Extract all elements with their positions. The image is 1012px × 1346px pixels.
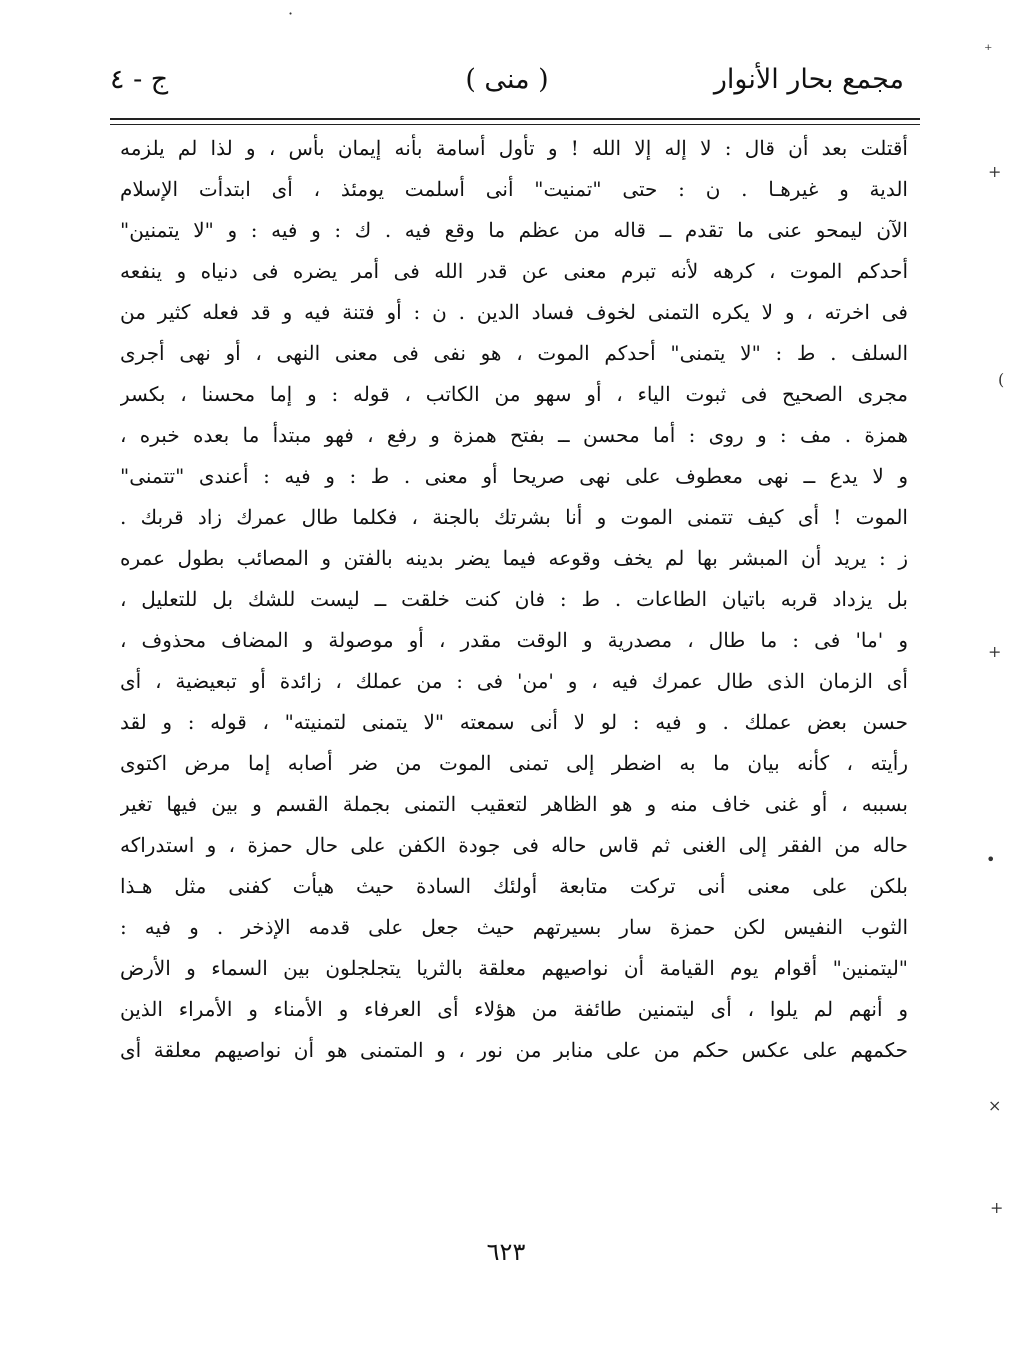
text-line: و 'ما' فى : ما طال ، مصدرية و الوقت مقدر ، أو موصولة و المضاف محذوف ، [120, 628, 908, 652]
header-rule-thick [110, 118, 920, 120]
margin-mark: • [986, 850, 996, 869]
text-line: أقتلت بعد أن قال : لا إله إلا الله ! و تأول أسامة بأنه إيمان بأس ، و لذا لم يلزمه [120, 136, 908, 160]
margin-mark: ⁺ [984, 40, 993, 59]
margin-mark: + [988, 642, 1002, 661]
text-line: "ليتمنين" أقوام يوم القيامة أن نواصيهم معلقة بالثريا يتجلجلون بين السماء و الأرض [120, 956, 908, 980]
header-rule-thin [110, 124, 920, 125]
text-line: الآن ليمحو عنى ما تقدم ــ قاله من عظم ما وقع فيه . ك : و فيه : و "لا يتمنين" [120, 218, 908, 242]
margin-mark: × [988, 1096, 1002, 1115]
text-line: فى اخرته ، و لا يكره التمنى لخوف فساد الدين . ن : أو فتنة فيه و قد فعله كثير من [120, 300, 908, 324]
text-line: السلف . ط : "لا يتمنى" أحدكم الموت ، هو نفى فى معنى النهى ، أو نهى أجرى [120, 341, 908, 365]
text-line: الموت ! أى كيف تتمنى الموت و أنا بشرتك بالجنة ، فكلما طال عمرك زاد قربك . [120, 505, 908, 529]
margin-mark: + [988, 162, 1002, 181]
text-line: رأيته ، كأنه بيان ما به اضطر إلى تمنى الموت من ضر أصابه إما مرض اكتوى [120, 751, 908, 775]
text-line: الدية و غيرهـا . ن : حتى "تمنيت" أنى أسلمت يومئذ ، أى ابتدأت الإسلام [120, 177, 908, 201]
text-line: و لا يدع ــ نهى معطوف على نهى صريحا أو معنى . ط : و فيه : أعندى "تتمنى" [120, 464, 908, 488]
text-line: همزة . مف : و روى : أما محسن ــ بفتح همزة و رفع ، فهو مبتدأ ما بعده خبره ، [120, 423, 908, 447]
text-line: حاله من الفقر إلى الغنى ثم قاس حاله فى جودة الكفن على حال حمزة ، و استدراكه [120, 833, 908, 857]
page-header [110, 52, 904, 110]
book-title: مجمع بحار الأنوار [713, 64, 904, 95]
text-line: بل يزداد قربه باتيان الطاعات . ط : فان كنت خلقت ــ ليست للشك بل للتعليل ، [120, 587, 908, 611]
text-line: حسن بعض عملك . و فيه : لو لا أنى سمعته "لا يتمنى لتمنيته" ، قوله : و لقد [120, 710, 908, 734]
text-line: ز : يريد أن المبشر بها لم يخف وقوعه فيما يضر بدينه بالفتن و المصائب بطول عمره [120, 546, 908, 570]
margin-mark: + [990, 1198, 1004, 1217]
text-line: بلكن على معنى أنى تركت متابعة أولئك السادة حيث هيأت كفنى مثل هـذا [120, 874, 908, 898]
volume-number: ج - ٤ [110, 64, 169, 95]
text-line: بسببه ، أو غنى خاف منه و هو الظاهر لتعقيب التمنى بجملة القسم و بين فيها تغير [120, 792, 908, 816]
text-line: أحدكم الموت ، كرهه لأنه تبرم معنى عن قدر الله فى أمر يضره فى دنياه و ينفعه [120, 259, 908, 283]
text-line: أى الزمان الذى طال عمرك فيه ، و 'من' فى : من عملك ، زائدة أو تبعيضية ، أى [120, 669, 908, 693]
page-number: ٦٢٣ [486, 1238, 526, 1266]
text-line: حكمهم على عكس حكم من على منابر من نور ، و المتمنى هو أن نواصيهم معلقة أى [120, 1038, 908, 1062]
text-line: و أنهم لم يلوا ، أى ليتمنين طائفة من هؤلاء أى العرفاء و الأمناء و الأمراء الذين [120, 997, 908, 1021]
text-line: الثوب النفيس لكن حمزة سار بسيرتهم حيث جعل على قدمه الإذخر . و فيه : [120, 915, 908, 939]
margin-mark: ( [998, 370, 1005, 389]
body-text [120, 128, 908, 1071]
entry-word: ( منى ) [465, 64, 549, 95]
scan-speck-mark: · [288, 4, 294, 23]
text-line: مجرى الصحيح فى ثبوت الياء ، أو سهو من الكاتب ، قوله : و إما محسنا ، بكسر [120, 382, 908, 406]
